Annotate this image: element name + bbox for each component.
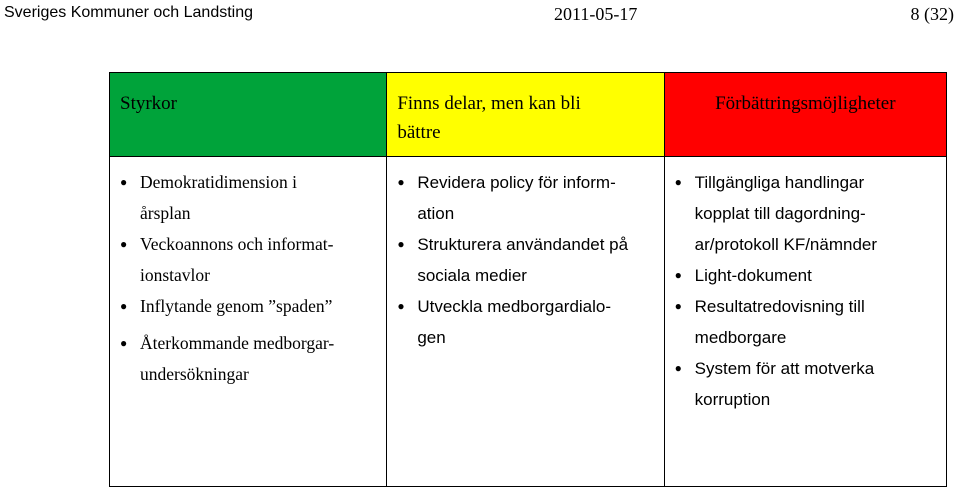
partial-heading	[387, 73, 664, 157]
document-date: 2011-05-17	[554, 4, 638, 24]
bullet-icon: ●	[397, 299, 405, 313]
strengths-list	[116, 167, 382, 390]
strengths-heading: Styrkor	[110, 73, 387, 157]
bullet-icon: ●	[674, 268, 682, 282]
improvements-cell	[664, 157, 946, 487]
page-header	[4, 4, 956, 26]
bullet-icon: ●	[120, 237, 128, 251]
table-body-row	[110, 157, 947, 487]
page-number: 8 (32)	[910, 4, 954, 24]
list-item: ● System för att motverka korruption	[671, 353, 942, 415]
list-item: ● Strukturera användandet på sociala medier	[393, 229, 659, 291]
list-item: ● Tillgängliga handlingar kopplat till dagordning- ar/protokoll KF/nämnder	[671, 167, 942, 260]
list-item: ● Utveckla medborgardialo- gen	[393, 291, 659, 353]
improvements-heading: Förbättringsmöjligheter	[664, 73, 946, 157]
list-item: ● Light-dokument	[671, 260, 942, 291]
organization-name: Sveriges Kommuner och Landsting	[4, 4, 254, 21]
bullet-icon: ●	[674, 175, 682, 189]
partial-cell	[387, 157, 664, 487]
swot-table	[109, 72, 947, 487]
partial-list	[393, 167, 659, 353]
improvements-list	[671, 167, 942, 415]
list-item: ● Återkommande medborgar- undersökningar	[116, 328, 382, 390]
partial-heading-line1: Finns delar, men kan bli	[397, 93, 581, 114]
bullet-icon: ●	[120, 336, 128, 350]
bullet-icon: ●	[120, 175, 128, 189]
list-item: ● Inflytande genom ”spaden”	[116, 291, 382, 322]
strengths-cell	[110, 157, 387, 487]
list-item: ● Resultatredovisning till medborgare	[671, 291, 942, 353]
bullet-icon: ●	[120, 299, 128, 313]
bullet-icon: ●	[397, 237, 405, 251]
bullet-icon: ●	[674, 299, 682, 313]
bullet-icon: ●	[674, 361, 682, 375]
bullet-icon: ●	[397, 175, 405, 189]
list-item: ● Veckoannons och informat- ionstavlor	[116, 229, 382, 291]
list-item: ● Revidera policy för inform- ation	[393, 167, 659, 229]
table-header-row	[110, 73, 947, 157]
partial-heading-line2: bättre	[397, 122, 441, 143]
list-item: ● Demokratidimension i årsplan	[116, 167, 382, 229]
